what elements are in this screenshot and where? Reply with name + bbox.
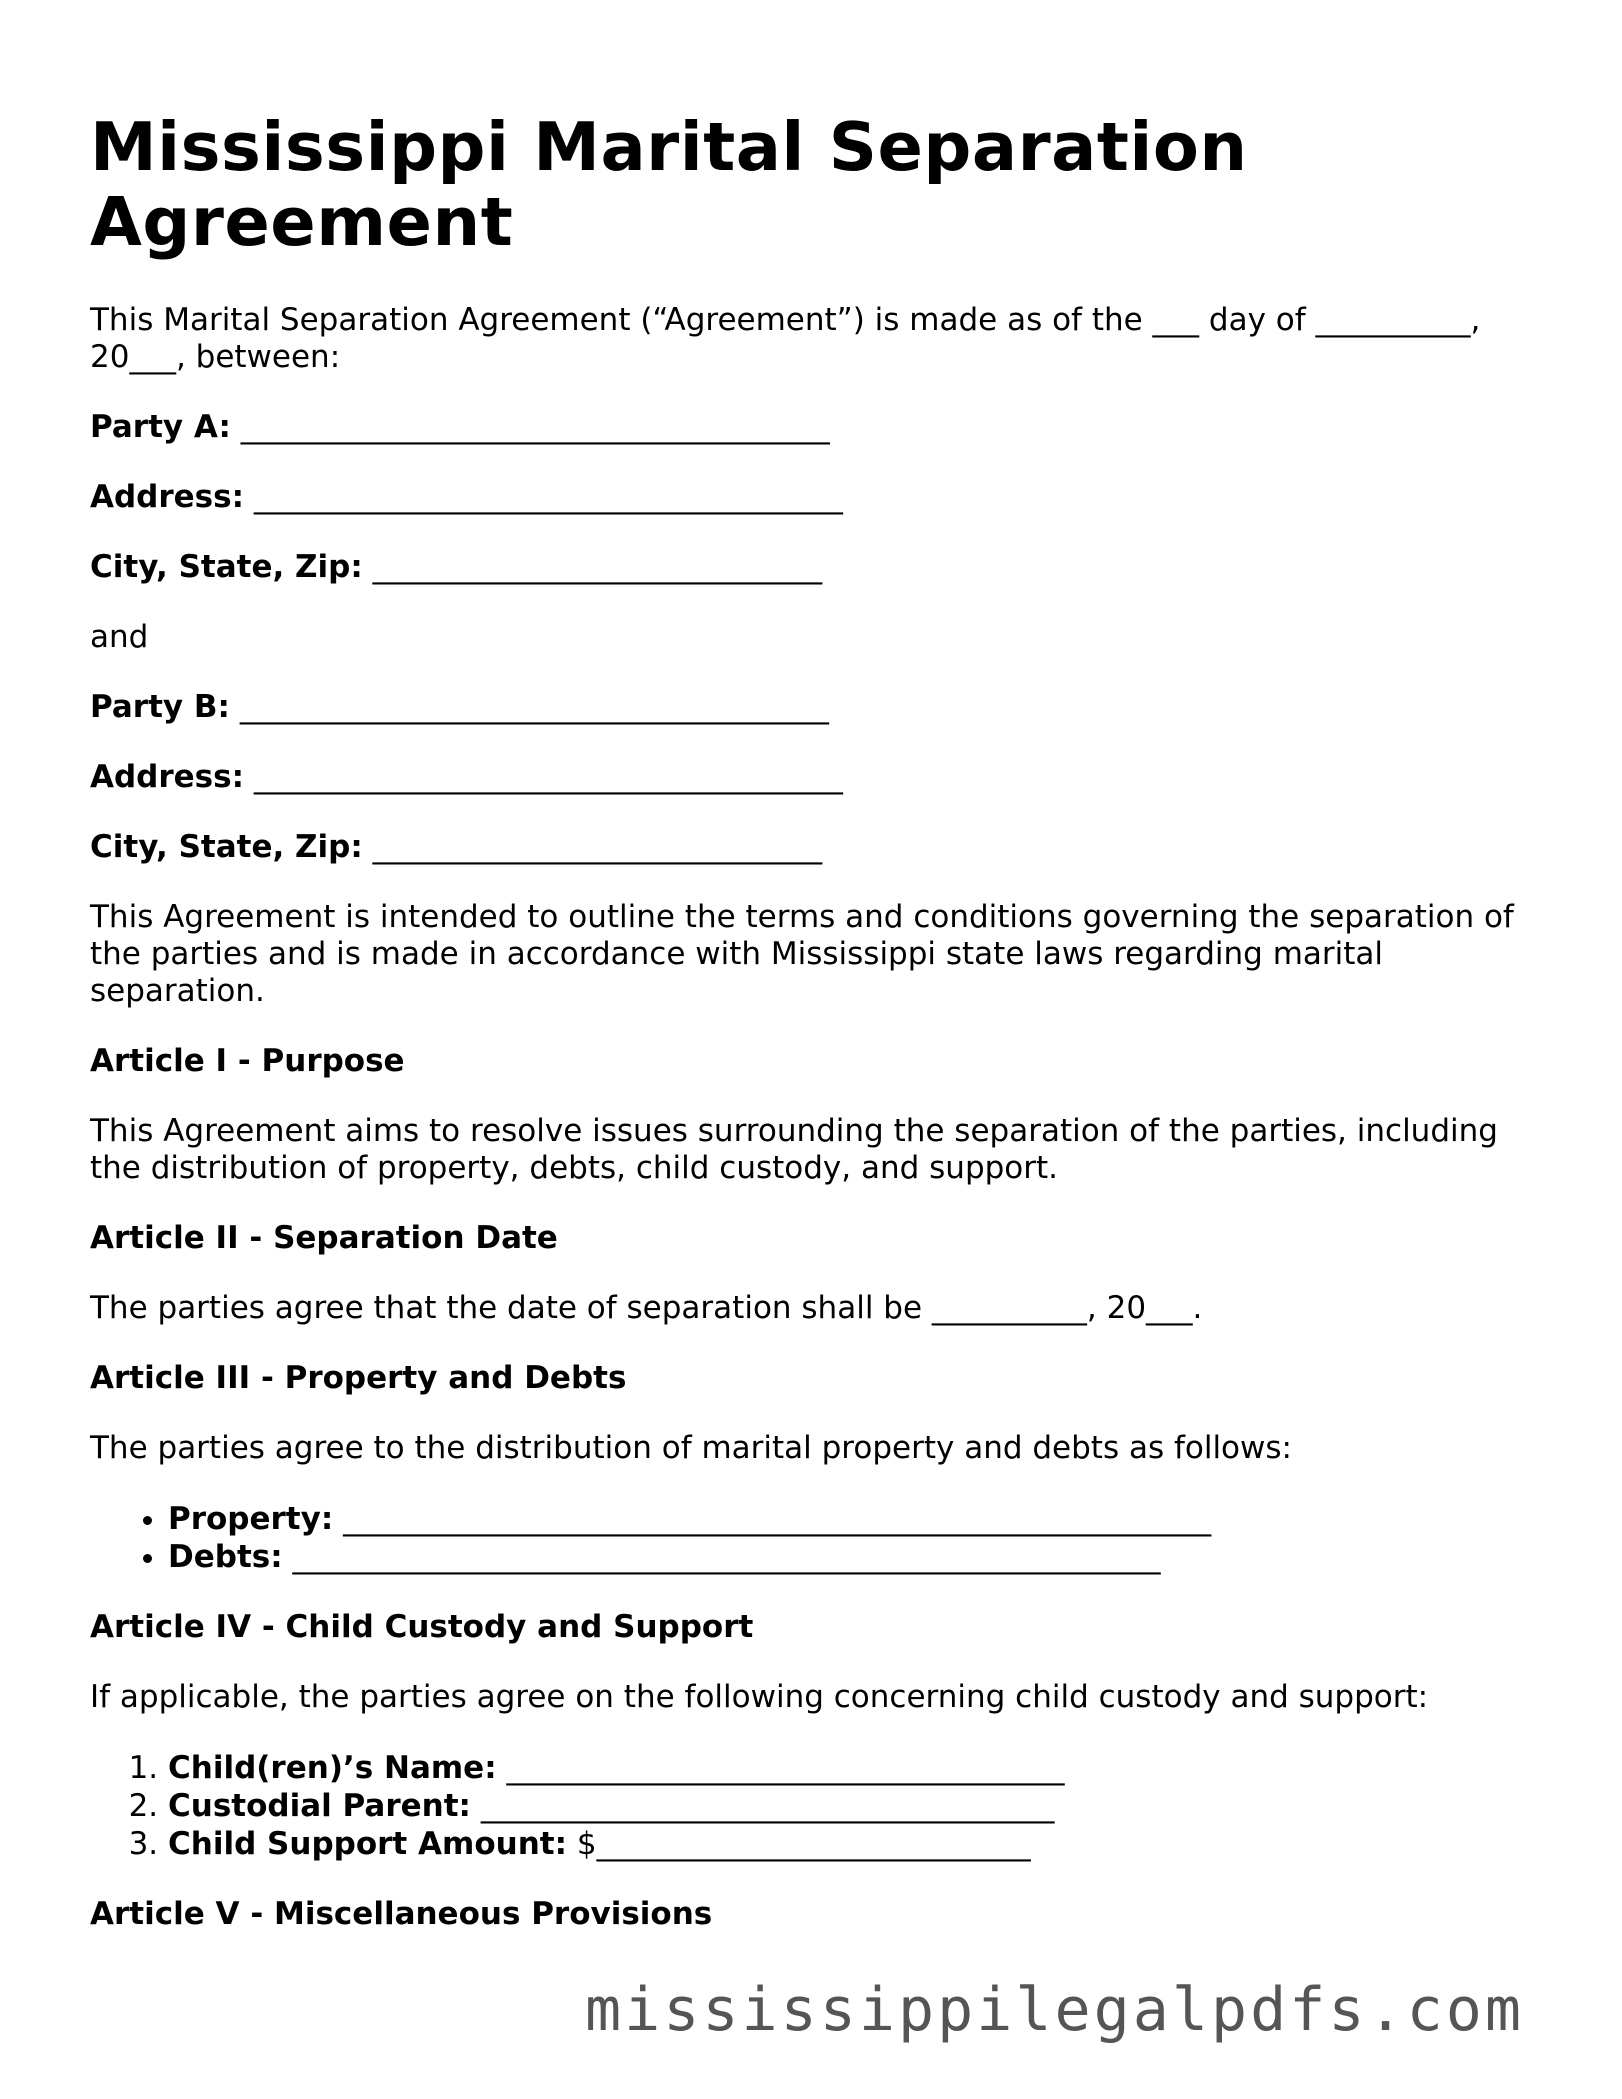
article-5-heading: Article V - Miscellaneous Provisions xyxy=(90,1896,713,1932)
child-support-blank: $____________________________ xyxy=(576,1826,1031,1862)
party-a-city-blank: _____________________________ xyxy=(372,549,823,585)
party-b-city-blank: _____________________________ xyxy=(372,829,823,865)
list-item-custodial-parent xyxy=(168,1787,1540,1825)
party-b-address-label: Address: xyxy=(90,759,244,795)
article-1-text: This Agreement aims to resolve issues surrounding the separation of the parties, including the distribution of property, debts, child custody, and support. xyxy=(90,1113,1498,1186)
document-page xyxy=(90,110,1540,1966)
custody-list xyxy=(90,1749,1540,1863)
party-a-blank: ______________________________________ xyxy=(240,409,830,445)
party-a-address-blank: ______________________________________ xyxy=(253,479,843,515)
document-title: Mississippi Marital Separation Agreement xyxy=(90,108,1248,261)
purpose-intro-paragraph: This Agreement is intended to outline the terms and conditions governing the separation of the parties and is made in accordance with Mississippi state laws regarding marital separation. xyxy=(90,899,1514,1009)
party-a-label: Party A: xyxy=(90,409,231,445)
party-a-address-field xyxy=(90,479,1540,516)
property-label: Property: xyxy=(168,1501,334,1537)
list-item-child-support xyxy=(168,1825,1540,1863)
debts-label: Debts: xyxy=(168,1539,283,1575)
custodial-parent-blank: _____________________________________ xyxy=(480,1788,1055,1824)
list-item-property xyxy=(168,1500,1540,1538)
party-a-city-field xyxy=(90,549,1540,586)
list-item-debts xyxy=(168,1538,1540,1576)
article-4-heading: Article IV - Child Custody and Support xyxy=(90,1609,754,1645)
party-b-label: Party B: xyxy=(90,689,230,725)
and-text: and xyxy=(90,619,149,655)
site-watermark: mississippilegalpdfs.com xyxy=(585,1975,1524,2045)
party-b-name-field xyxy=(90,689,1540,726)
party-b-city-label: City, State, Zip: xyxy=(90,829,363,865)
party-b-blank: ______________________________________ xyxy=(239,689,829,725)
property-debts-list xyxy=(90,1500,1540,1576)
party-a-address-label: Address: xyxy=(90,479,244,515)
party-b-address-field xyxy=(90,759,1540,796)
intro-paragraph: This Marital Separation Agreement (“Agreement”) is made as of the ___ day of __________, 20___, between: xyxy=(90,302,1481,375)
property-blank: ________________________________________________________ xyxy=(343,1501,1212,1537)
children-name-label: Child(ren)’s Name: xyxy=(168,1750,497,1786)
article-3-text: The parties agree to the distribution of marital property and debts as follows: xyxy=(90,1430,1292,1466)
children-name-blank: ____________________________________ xyxy=(506,1750,1065,1786)
article-1-heading: Article I - Purpose xyxy=(90,1043,405,1079)
party-a-city-label: City, State, Zip: xyxy=(90,549,363,585)
debts-blank: ________________________________________________________ xyxy=(292,1539,1161,1575)
party-a-name-field xyxy=(90,409,1540,446)
article-2-heading: Article II - Separation Date xyxy=(90,1220,558,1256)
custodial-parent-label: Custodial Parent: xyxy=(168,1788,471,1824)
party-b-city-field xyxy=(90,829,1540,866)
party-b-address-blank: ______________________________________ xyxy=(253,759,843,795)
article-4-text: If applicable, the parties agree on the following concerning child custody and support: xyxy=(90,1679,1429,1715)
article-3-heading: Article III - Property and Debts xyxy=(90,1360,627,1396)
article-2-text: The parties agree that the date of separation shall be __________, 20___. xyxy=(90,1290,1203,1326)
list-item-children-name xyxy=(168,1749,1540,1787)
child-support-label: Child Support Amount: xyxy=(168,1826,567,1862)
